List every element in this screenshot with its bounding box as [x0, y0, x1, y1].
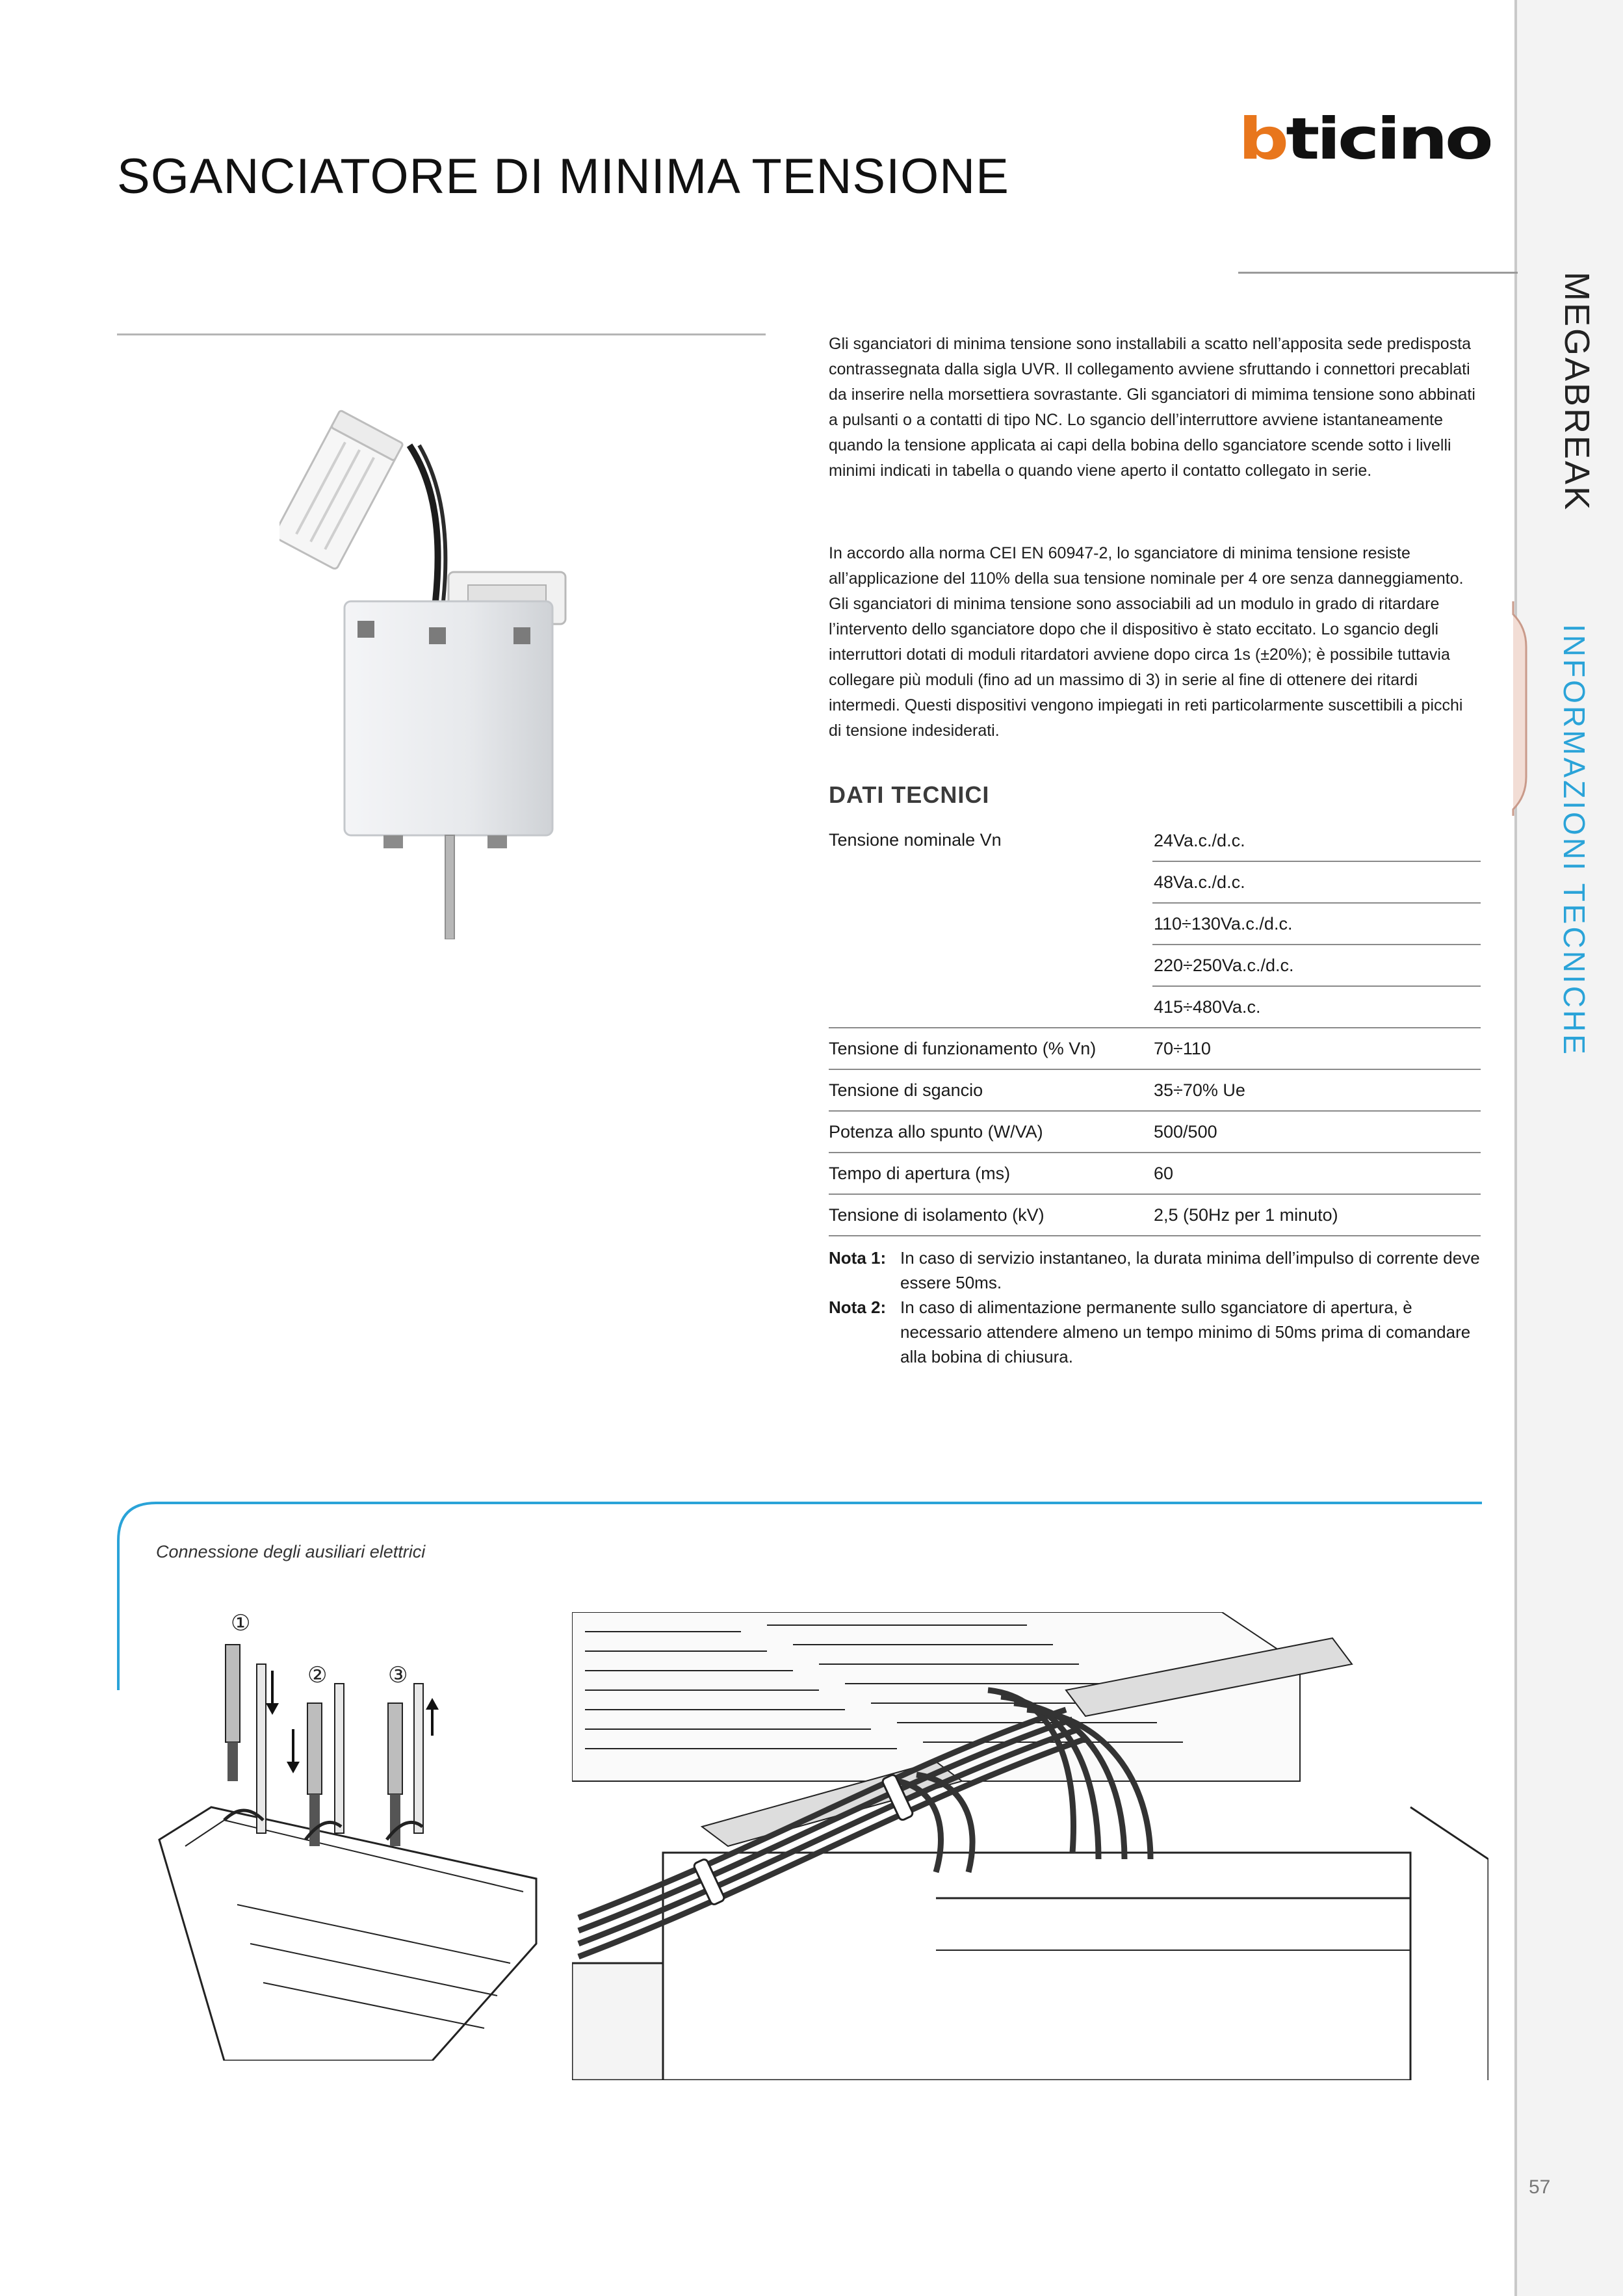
spec-value: 70÷110 [1152, 1028, 1481, 1069]
step-marker-3: ③ [388, 1662, 408, 1688]
table-row [829, 1069, 1481, 1111]
note-label: Nota 2: [829, 1298, 887, 1317]
note-1 [829, 1246, 1481, 1295]
technical-data-title: DATI TECNICI [829, 781, 990, 808]
step-marker-1: ① [231, 1610, 251, 1636]
table-row [829, 1028, 1481, 1069]
connection-steps-diagram [146, 1606, 575, 2061]
table-row [829, 1194, 1481, 1236]
table-row [829, 820, 1481, 861]
note-text: In caso di servizio instantaneo, la durata minima dell’impulso di corrente deve essere 50ms. [900, 1248, 1480, 1292]
spec-label: Tensione di isolamento (kV) [829, 1194, 1152, 1236]
section-tab-marker [1512, 601, 1529, 816]
undervoltage-release-product-image [279, 406, 617, 939]
spec-value: 110÷130Va.c./d.c. [1152, 903, 1481, 945]
side-strip-rule [1514, 0, 1517, 260]
note-label: Nota 1: [829, 1248, 887, 1268]
spec-label: Tensione nominale Vn [829, 820, 1152, 1028]
table-row [829, 1111, 1481, 1153]
spec-label: Potenza allo spunto (W/VA) [829, 1111, 1152, 1153]
spec-value: 415÷480Va.c. [1152, 986, 1481, 1028]
header-rule [1238, 272, 1518, 274]
spec-value: 220÷250Va.c./d.c. [1152, 945, 1481, 986]
technical-data-table [829, 820, 1481, 1236]
spec-value: 35÷70% Ue [1152, 1069, 1481, 1111]
wiring-illustration [572, 1612, 1488, 2080]
sidebar-section-title: INFORMAZIONI TECNICHE [1557, 624, 1591, 1057]
table-row [829, 1153, 1481, 1194]
svg-text:bticino: b ticino [1238, 112, 1451, 166]
sidebar-product-line: MEGABREAK [1557, 272, 1596, 512]
spec-value: 24Va.c./d.c. [1152, 820, 1481, 861]
intro-paragraph-1: Gli sganciatori di minima tensione sono installabili a scatto nell’apposita sede predisposta contrassegnata dalla sigla UVR. Il collegamento avviene sfruttando i connettori precablati da inserire nella morsettiera sovrastante. Gli sganciatori di mimima tensione sono abbinati a pulsanti o a contatti di tipo NC. Lo sgancio dell’interruttore avviene istantaneamente quando la tensione applicata ai capi della bobina dello sganciatore scende sotto i livelli minimi indicati in tabella o quando viene aperto il contatto collegato in serie. [829, 335, 1475, 480]
intro-paragraph-2: In accordo alla norma CEI EN 60947-2, lo sganciatore di minima tensione resiste all’applicazione del 110% della sua tensione nominale per 4 ore senza danneggiamento. Gli sganciatori di minima tensione sono associabili ad un modulo in grado di ritardare l’intervento dello sganciatore dopo che il dispositivo è stato eccitato. Lo sgancio degli interruttori dotati di moduli ritardatori avviene dopo circa 1s (±20%); è possibile tuttavia collegare più moduli (fino ad un massimo di 3) in serie al fine di ottenere dei ritardi intermedi. Questi dispositivi vengono impiegati in reti particolarmente suscettibili a picchi di tensione indesiderati. [829, 544, 1464, 740]
image-section-rule [117, 333, 766, 335]
connection-caption: Connessione degli ausiliari elettrici [156, 1542, 426, 1561]
note-text: In caso di alimentazione permanente sullo sganciatore di apertura, è necessario attendere almeno un tempo minimo di 50ms prima di comandare alla bobina di chiusura. [900, 1298, 1471, 1366]
spec-label: Tensione di funzionamento (% Vn) [829, 1028, 1152, 1069]
spec-value: 2,5 (50Hz per 1 minuto) [1152, 1194, 1481, 1236]
note-2 [829, 1295, 1481, 1369]
spec-label: Tempo di apertura (ms) [829, 1153, 1152, 1194]
page-title: SGANCIATORE DI MINIMA TENSIONE [117, 149, 1009, 204]
step-marker-2: ② [307, 1662, 328, 1688]
notes [829, 1246, 1481, 1369]
page-number: 57 [1529, 2176, 1551, 2198]
spec-value: 60 [1152, 1153, 1481, 1194]
page-number-rule [1514, 2165, 1517, 2295]
spec-value: 48Va.c./d.c. [1152, 861, 1481, 903]
side-strip-rule [1514, 260, 1517, 2296]
spec-value: 500/500 [1152, 1111, 1481, 1153]
spec-label: Tensione di sgancio [829, 1069, 1152, 1111]
brand-logo [1238, 112, 1490, 166]
